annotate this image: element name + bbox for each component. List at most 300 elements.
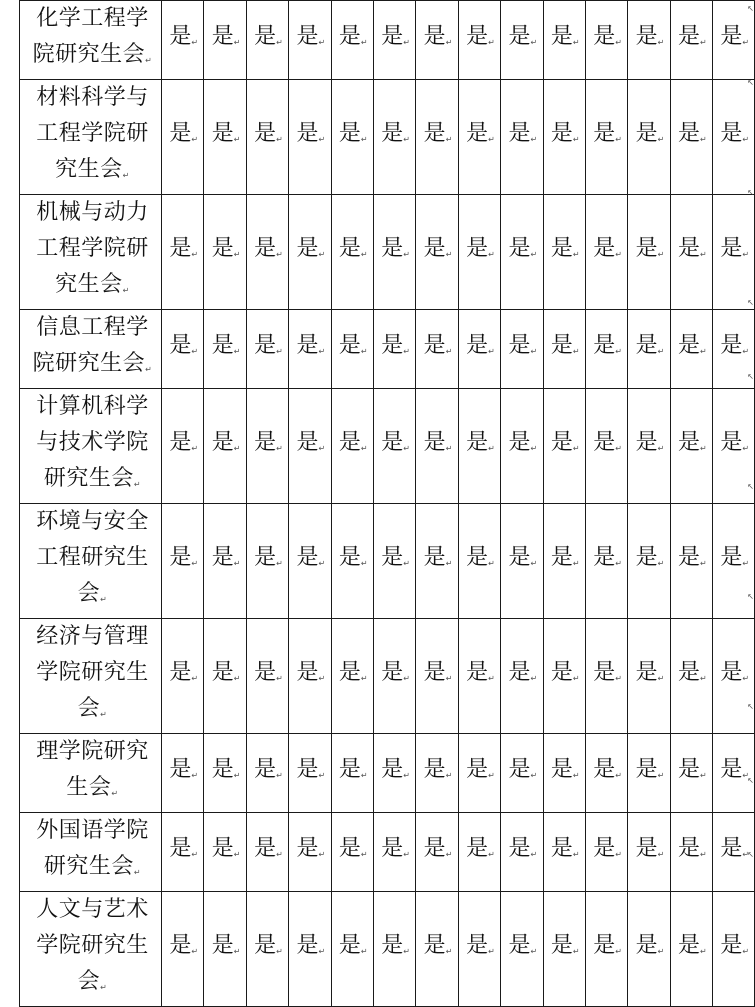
value-text: 是 xyxy=(508,933,531,958)
paragraph-mark: ↵ xyxy=(488,771,495,780)
paragraph-mark: ↵ xyxy=(133,480,142,489)
value-cell xyxy=(162,892,204,1007)
value-text: 是 xyxy=(169,836,192,861)
paragraph-mark: ↵ xyxy=(488,947,495,956)
value-cell xyxy=(289,389,331,504)
paragraph-mark: ↵ xyxy=(445,38,453,47)
paragraph-mark: ↵ xyxy=(657,38,665,47)
paragraph-mark: ↵ xyxy=(318,559,326,568)
paragraph-mark: ↵ xyxy=(445,559,453,568)
value-cell xyxy=(458,504,500,619)
value-text: 是 xyxy=(254,24,277,49)
value-cell xyxy=(416,1,458,80)
value-cell xyxy=(585,80,627,195)
roster-table xyxy=(19,0,755,1007)
unit-name-line: 化学工程学 xyxy=(36,6,149,31)
value-cell xyxy=(204,310,246,389)
value-text: 是 xyxy=(296,121,319,146)
paragraph-mark: ↵ xyxy=(318,250,326,259)
paragraph-mark: ↵ xyxy=(318,347,326,356)
value-cell xyxy=(289,892,331,1007)
paragraph-mark: ↵ xyxy=(445,347,453,356)
value-text: 是 xyxy=(423,430,446,455)
value-cell xyxy=(501,813,543,892)
value-text: 是 xyxy=(211,545,234,570)
paragraph-mark: ↵ xyxy=(191,250,199,259)
paragraph-mark: ↵ xyxy=(742,850,750,859)
row-end-mark: ↖ xyxy=(747,482,754,491)
value-text: 是 xyxy=(550,933,573,958)
value-text: 是 xyxy=(550,836,573,861)
paragraph-mark: ↵ xyxy=(145,365,153,374)
value-cell xyxy=(204,734,246,813)
value-text: 是 xyxy=(211,24,234,49)
value-cell xyxy=(628,504,670,619)
paragraph-mark: ↵ xyxy=(276,38,283,47)
paragraph-mark: ↵ xyxy=(530,135,538,144)
value-text: 是 xyxy=(338,121,361,146)
unit-name-line: 工程学院研 xyxy=(36,236,149,261)
value-cell xyxy=(585,504,627,619)
paragraph-mark: ↵ xyxy=(100,983,108,992)
value-cell xyxy=(458,619,500,734)
paragraph-mark: ↵ xyxy=(572,674,580,683)
value-cell xyxy=(670,734,712,813)
paragraph-mark: ↵ xyxy=(318,444,326,453)
paragraph-mark: ↵ xyxy=(700,347,707,356)
value-text: 是 xyxy=(423,660,446,685)
paragraph-mark: ↵ xyxy=(122,286,130,295)
paragraph-mark: ↵ xyxy=(100,595,108,604)
value-cell xyxy=(585,619,627,734)
table-row xyxy=(20,504,755,619)
paragraph-mark: ↵ xyxy=(742,250,750,259)
paragraph-mark: ↵ xyxy=(615,347,622,356)
value-cell xyxy=(670,813,712,892)
value-text: 是 xyxy=(338,236,361,261)
paragraph-mark: ↵ xyxy=(615,850,622,859)
value-text: 是 xyxy=(678,836,701,861)
value-text: 是 xyxy=(720,836,743,861)
value-cell xyxy=(670,310,712,389)
value-cell xyxy=(373,1,415,80)
paragraph-mark: ↵ xyxy=(276,771,283,780)
value-cell xyxy=(501,80,543,195)
paragraph-mark: ↵ xyxy=(403,250,410,259)
value-text: 是 xyxy=(338,24,361,49)
unit-name-cell xyxy=(20,1,162,80)
value-text: 是 xyxy=(211,757,234,782)
paragraph-mark: ↵ xyxy=(191,850,199,859)
value-cell xyxy=(501,389,543,504)
paragraph-mark: ↵ xyxy=(615,250,622,259)
value-text: 是 xyxy=(678,660,701,685)
value-text: 是 xyxy=(381,24,404,49)
value-text: 是 xyxy=(593,757,616,782)
value-text: 是 xyxy=(550,545,573,570)
value-cell xyxy=(416,389,458,504)
value-text: 是 xyxy=(254,236,277,261)
value-text: 是 xyxy=(211,430,234,455)
paragraph-mark: ↵ xyxy=(700,674,707,683)
value-text: 是 xyxy=(254,333,277,358)
paragraph-mark: ↵ xyxy=(191,771,199,780)
value-text: 是 xyxy=(508,430,531,455)
value-cell xyxy=(543,734,585,813)
value-text: 是 xyxy=(423,545,446,570)
unit-name-line: 与技术学院 xyxy=(36,430,149,455)
value-cell xyxy=(162,619,204,734)
value-cell xyxy=(713,734,755,813)
paragraph-mark: ↵ xyxy=(276,250,283,259)
value-text: 是 xyxy=(338,660,361,685)
value-text: 是 xyxy=(593,933,616,958)
paragraph-mark: ↵ xyxy=(657,135,665,144)
value-text: 是 xyxy=(678,757,701,782)
value-text: 是 xyxy=(423,24,446,49)
value-cell xyxy=(458,813,500,892)
value-text: 是 xyxy=(423,121,446,146)
value-cell xyxy=(585,813,627,892)
paragraph-mark: ↵ xyxy=(276,559,283,568)
value-cell xyxy=(543,892,585,1007)
value-cell xyxy=(713,80,755,195)
value-text: 是 xyxy=(169,660,192,685)
value-cell xyxy=(289,619,331,734)
paragraph-mark: ↵ xyxy=(233,38,241,47)
value-cell xyxy=(543,80,585,195)
value-text: 是 xyxy=(381,333,404,358)
roster-table-body xyxy=(20,1,755,1007)
paragraph-mark: ↵ xyxy=(488,559,495,568)
unit-name-cell xyxy=(20,389,162,504)
value-cell xyxy=(331,619,373,734)
paragraph-mark: ↵ xyxy=(276,347,283,356)
value-cell xyxy=(628,310,670,389)
paragraph-mark: ↵ xyxy=(530,947,538,956)
paragraph-mark: ↵ xyxy=(445,850,453,859)
value-text: 是 xyxy=(635,24,658,49)
value-text: 是 xyxy=(296,757,319,782)
value-text: 是 xyxy=(381,933,404,958)
paragraph-mark: ↵ xyxy=(403,559,410,568)
paragraph-mark: ↵ xyxy=(360,771,368,780)
table-row xyxy=(20,195,755,310)
value-cell xyxy=(585,389,627,504)
value-text: 是 xyxy=(593,660,616,685)
paragraph-mark: ↵ xyxy=(445,135,453,144)
value-text: 是 xyxy=(296,660,319,685)
value-cell xyxy=(204,813,246,892)
value-text: 是 xyxy=(211,933,234,958)
value-text: 是 xyxy=(381,836,404,861)
value-text: 是 xyxy=(550,430,573,455)
value-text: 是 xyxy=(720,660,743,685)
paragraph-mark: ↵ xyxy=(657,559,665,568)
paragraph-mark: ↵ xyxy=(233,850,241,859)
paragraph-mark: ↵ xyxy=(615,444,622,453)
paragraph-mark: ↵ xyxy=(657,674,665,683)
paragraph-mark: ↵ xyxy=(233,947,241,956)
value-cell xyxy=(501,504,543,619)
value-cell xyxy=(543,1,585,80)
value-text: 是 xyxy=(169,24,192,49)
paragraph-mark: ↵ xyxy=(657,347,665,356)
paragraph-mark: ↵ xyxy=(572,559,580,568)
table-row xyxy=(20,310,755,389)
paragraph-mark: ↵ xyxy=(488,347,495,356)
value-cell xyxy=(162,389,204,504)
value-cell xyxy=(373,892,415,1007)
paragraph-mark: ↵ xyxy=(360,250,368,259)
paragraph-mark: ↵ xyxy=(530,850,538,859)
unit-name-line: 院研究生会↵ xyxy=(32,42,153,67)
value-cell xyxy=(373,619,415,734)
value-cell xyxy=(416,310,458,389)
value-text: 是 xyxy=(508,660,531,685)
value-cell xyxy=(162,310,204,389)
value-cell xyxy=(246,389,288,504)
value-text: 是 xyxy=(678,333,701,358)
value-text: 是 xyxy=(381,660,404,685)
value-cell xyxy=(162,1,204,80)
value-cell xyxy=(204,389,246,504)
value-cell xyxy=(289,813,331,892)
paragraph-mark: ↵ xyxy=(133,868,142,877)
value-text: 是 xyxy=(635,660,658,685)
row-end-mark: ↖ xyxy=(747,776,754,785)
paragraph-mark: ↵ xyxy=(572,347,580,356)
value-text: 是 xyxy=(550,333,573,358)
value-text: 是 xyxy=(423,933,446,958)
paragraph-mark: ↵ xyxy=(276,850,283,859)
value-cell xyxy=(246,504,288,619)
value-cell xyxy=(713,892,755,1007)
value-cell xyxy=(458,892,500,1007)
paragraph-mark: ↵ xyxy=(318,38,326,47)
paragraph-mark: ↵ xyxy=(615,135,622,144)
value-cell xyxy=(501,1,543,80)
value-cell xyxy=(628,619,670,734)
paragraph-mark: ↵ xyxy=(191,347,199,356)
value-text: 是 xyxy=(593,24,616,49)
value-text: 是 xyxy=(211,333,234,358)
value-text: 是 xyxy=(338,757,361,782)
paragraph-mark: ↵ xyxy=(700,444,707,453)
value-cell xyxy=(713,619,755,734)
value-text: 是 xyxy=(466,24,489,49)
value-cell xyxy=(373,734,415,813)
value-text: 是 xyxy=(338,933,361,958)
value-cell xyxy=(543,504,585,619)
paragraph-mark: ↵ xyxy=(530,771,538,780)
paragraph-mark: ↵ xyxy=(742,947,750,956)
unit-name-line: 信息工程学 xyxy=(36,315,149,340)
value-cell xyxy=(628,813,670,892)
paragraph-mark: ↵ xyxy=(233,135,241,144)
paragraph-mark: ↵ xyxy=(403,135,410,144)
paragraph-mark: ↵ xyxy=(360,947,368,956)
value-text: 是 xyxy=(466,757,489,782)
value-cell xyxy=(373,310,415,389)
table-row xyxy=(20,813,755,892)
paragraph-mark: ↵ xyxy=(233,559,241,568)
value-cell xyxy=(628,80,670,195)
value-text: 是 xyxy=(466,545,489,570)
value-text: 是 xyxy=(508,333,531,358)
value-text: 是 xyxy=(466,121,489,146)
paragraph-mark: ↵ xyxy=(233,250,241,259)
unit-name-line: 究生会↵ xyxy=(55,272,130,297)
value-text: 是 xyxy=(423,836,446,861)
value-cell xyxy=(585,734,627,813)
value-text: 是 xyxy=(720,121,743,146)
value-cell xyxy=(289,1,331,80)
value-text: 是 xyxy=(466,660,489,685)
value-cell xyxy=(331,734,373,813)
value-cell xyxy=(246,1,288,80)
paragraph-mark: ↵ xyxy=(742,559,750,568)
paragraph-mark: ↵ xyxy=(233,674,241,683)
value-text: 是 xyxy=(550,757,573,782)
paragraph-mark: ↵ xyxy=(615,674,622,683)
value-text: 是 xyxy=(423,757,446,782)
value-cell xyxy=(331,892,373,1007)
value-cell xyxy=(331,80,373,195)
unit-name-cell xyxy=(20,80,162,195)
paragraph-mark: ↵ xyxy=(657,444,665,453)
paragraph-mark: ↵ xyxy=(100,710,108,719)
value-cell xyxy=(585,310,627,389)
value-cell xyxy=(543,813,585,892)
paragraph-mark: ↵ xyxy=(191,38,199,47)
unit-name-cell xyxy=(20,734,162,813)
paragraph-mark: ↵ xyxy=(742,347,750,356)
value-text: 是 xyxy=(635,545,658,570)
value-cell xyxy=(458,310,500,389)
paragraph-mark: ↵ xyxy=(488,38,495,47)
paragraph-mark: ↵ xyxy=(700,771,707,780)
value-cell xyxy=(162,504,204,619)
value-cell xyxy=(246,619,288,734)
value-text: 是 xyxy=(466,836,489,861)
paragraph-mark: ↵ xyxy=(572,947,580,956)
value-cell xyxy=(628,1,670,80)
value-text: 是 xyxy=(296,24,319,49)
value-text: 是 xyxy=(338,430,361,455)
value-cell xyxy=(670,389,712,504)
value-text: 是 xyxy=(466,333,489,358)
value-text: 是 xyxy=(593,121,616,146)
value-text: 是 xyxy=(635,236,658,261)
value-text: 是 xyxy=(169,545,192,570)
value-cell xyxy=(458,80,500,195)
value-cell xyxy=(416,734,458,813)
value-text: 是 xyxy=(423,333,446,358)
value-cell xyxy=(670,80,712,195)
paragraph-mark: ↵ xyxy=(191,559,199,568)
unit-name-line: 环境与安全 xyxy=(36,509,149,534)
value-cell xyxy=(373,504,415,619)
value-text: 是 xyxy=(254,933,277,958)
paragraph-mark: ↵ xyxy=(403,444,410,453)
value-text: 是 xyxy=(338,836,361,861)
value-text: 是 xyxy=(635,430,658,455)
value-text: 是 xyxy=(593,545,616,570)
value-cell xyxy=(458,1,500,80)
row-end-mark: ↖ xyxy=(747,850,754,859)
value-cell xyxy=(628,734,670,813)
unit-name-cell xyxy=(20,310,162,389)
value-cell xyxy=(246,80,288,195)
unit-name-line: 学院研究生 xyxy=(36,660,149,685)
value-text: 是 xyxy=(508,757,531,782)
paragraph-mark: ↵ xyxy=(742,674,750,683)
paragraph-mark: ↵ xyxy=(488,250,495,259)
value-cell xyxy=(416,892,458,1007)
paragraph-mark: ↵ xyxy=(488,444,495,453)
row-end-mark: ↖ xyxy=(747,702,754,711)
unit-name-line: 研究生会↵ xyxy=(43,854,142,879)
unit-name-line: 工程学院研 xyxy=(36,121,149,146)
value-text: 是 xyxy=(466,236,489,261)
value-text: 是 xyxy=(169,333,192,358)
value-cell xyxy=(162,813,204,892)
value-text: 是 xyxy=(381,545,404,570)
paragraph-mark: ↵ xyxy=(276,947,283,956)
value-cell xyxy=(331,389,373,504)
value-cell xyxy=(204,619,246,734)
value-text: 是 xyxy=(338,333,361,358)
value-text: 是 xyxy=(635,836,658,861)
unit-name-line: 人文与艺术 xyxy=(36,897,149,922)
row-end-mark: ↖ xyxy=(747,188,754,197)
paragraph-mark: ↵ xyxy=(445,444,453,453)
value-text: 是 xyxy=(508,236,531,261)
value-cell xyxy=(713,504,755,619)
value-cell xyxy=(458,195,500,310)
value-text: 是 xyxy=(678,545,701,570)
value-text: 是 xyxy=(254,660,277,685)
unit-name-cell xyxy=(20,892,162,1007)
value-cell xyxy=(162,80,204,195)
paragraph-mark: ↵ xyxy=(445,771,453,780)
value-cell xyxy=(246,813,288,892)
value-text: 是 xyxy=(381,430,404,455)
value-cell xyxy=(628,389,670,504)
value-text: 是 xyxy=(296,333,319,358)
paragraph-mark: ↵ xyxy=(488,850,495,859)
unit-name-line: 学院研究生 xyxy=(36,933,149,958)
value-text: 是 xyxy=(169,757,192,782)
value-text: 是 xyxy=(211,121,234,146)
value-cell xyxy=(289,80,331,195)
paragraph-mark: ↵ xyxy=(700,850,707,859)
unit-name-line: 机械与动力 xyxy=(36,200,149,225)
paragraph-mark: ↵ xyxy=(572,38,580,47)
value-cell xyxy=(246,734,288,813)
unit-name-line: 外国语学院 xyxy=(36,818,149,843)
value-text: 是 xyxy=(635,121,658,146)
paragraph-mark: ↵ xyxy=(657,771,665,780)
value-text: 是 xyxy=(296,545,319,570)
value-text: 是 xyxy=(593,430,616,455)
unit-name-cell xyxy=(20,504,162,619)
unit-name-line: 生会↵ xyxy=(66,775,119,800)
value-cell xyxy=(289,734,331,813)
value-text: 是 xyxy=(254,430,277,455)
paragraph-mark: ↵ xyxy=(360,38,368,47)
